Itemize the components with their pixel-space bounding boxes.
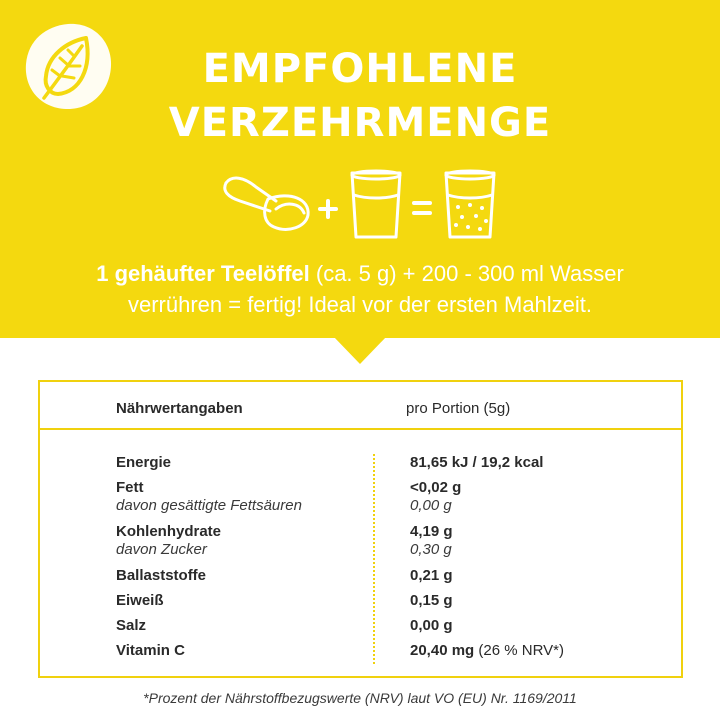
row-subvalue: 0,30 g xyxy=(410,541,452,558)
row-name: Eiweiß xyxy=(116,592,164,609)
row-subname: davon Zucker xyxy=(116,541,207,558)
row-name: Ballaststoffe xyxy=(116,567,207,584)
row-value: 0,15 g xyxy=(410,592,453,609)
equals-icon xyxy=(414,203,430,213)
headline-line-2: VERZEHRMENGE xyxy=(168,100,552,146)
banner-pointer-arrow xyxy=(333,336,387,364)
row-value: 20,40 mg (26 % NRV*) xyxy=(410,642,564,659)
row-value: 0,21 g xyxy=(410,567,453,584)
row-value: <0,02 g xyxy=(410,479,462,496)
plus-icon xyxy=(320,201,336,217)
row-value: 4,19 g xyxy=(410,523,453,540)
spoon-icon xyxy=(225,178,308,229)
row-name: Fett xyxy=(116,479,144,496)
instruction-line-2: verrühren = fertig! Ideal vor der ersten Mahlzeit. xyxy=(127,292,593,317)
footnote: *Prozent der Nährstoffbezugswerte (NRV) laut VO (EU) Nr. 1169/2011 xyxy=(143,690,577,706)
dosage-formula xyxy=(0,165,720,245)
table-header-divider xyxy=(40,428,681,430)
nrv-note: (26 % NRV*) xyxy=(474,642,564,659)
row-name: Energie xyxy=(116,454,172,471)
instruction-bold: 1 gehäufter Teelöffel xyxy=(96,261,310,286)
row-name: Kohlenhydrate xyxy=(116,523,222,540)
column-divider xyxy=(373,454,375,664)
table-header-nutrients: Nährwertangaben xyxy=(116,400,243,417)
instruction-line-1 xyxy=(0,261,720,287)
row-name: Vitamin C xyxy=(116,642,185,659)
row-subname: davon gesättigte Fettsäuren xyxy=(116,497,302,514)
row-subvalue: 0,00 g xyxy=(410,497,452,514)
table-header-per-portion: pro Portion (5g) xyxy=(406,400,511,417)
nutrition-table xyxy=(38,380,683,678)
headline-line-1: EMPFOHLENE xyxy=(202,46,518,92)
glass-drink-icon xyxy=(446,171,494,237)
instruction-rest: (ca. 5 g) + 200 - 300 ml Wasser xyxy=(309,261,624,286)
row-value: 81,65 kJ / 19,2 kcal xyxy=(410,454,544,471)
glass-water-icon xyxy=(352,171,400,237)
row-value: 0,00 g xyxy=(410,617,453,634)
row-name: Salz xyxy=(116,617,147,634)
